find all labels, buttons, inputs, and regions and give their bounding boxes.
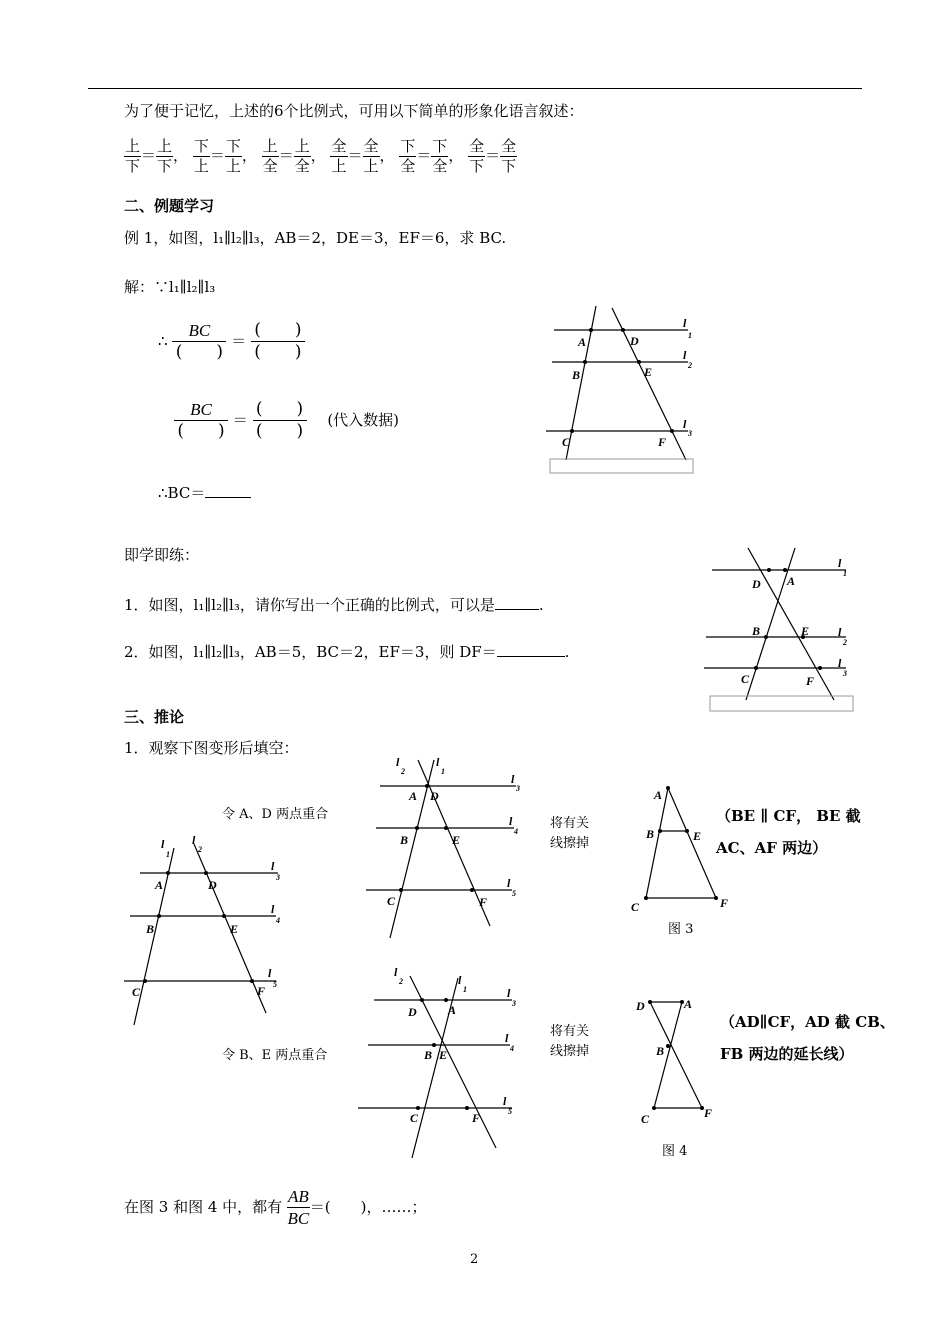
svg-text:1: 1 — [463, 985, 467, 994]
mnemonic-b-2: $\frac{\text{上}}{\text{全}}$ — [294, 137, 310, 175]
svg-text:D: D — [636, 999, 645, 1013]
svg-text:l: l — [436, 755, 440, 769]
figure-4-note: （AD∥CF，AD 截 CB、 FB 两边的延长线） — [720, 1013, 895, 1063]
svg-text:l: l — [505, 1031, 509, 1045]
blank-fraction-2: $\frac{( )}{( )}$ — [253, 399, 307, 443]
practice-q1-blank[interactable] — [495, 609, 539, 610]
corollary-q1: 1．观察下图变形后填空： — [124, 739, 299, 757]
svg-text:2: 2 — [688, 361, 692, 370]
svg-text:C: C — [741, 672, 750, 686]
svg-text:2: 2 — [198, 845, 202, 854]
svg-text:5: 5 — [273, 980, 277, 989]
figure-3-note: （BE ∥ CF， BE 截 AC、AF 两边） — [716, 807, 861, 857]
svg-text:l: l — [394, 965, 398, 979]
svg-text:l: l — [838, 656, 842, 670]
figure-base — [118, 830, 294, 1030]
svg-text:A: A — [654, 788, 663, 802]
practice-q2-blank[interactable] — [497, 656, 565, 657]
svg-text:l: l — [396, 755, 400, 769]
svg-text:4: 4 — [510, 1044, 514, 1053]
mnemonic-b-0: $\frac{\text{上}}{\text{下}}$ — [157, 137, 173, 175]
svg-text:E: E — [452, 833, 461, 847]
intro-text: 为了便于记忆，上述的6个比例式，可用以下简单的形象化语言叙述： — [124, 102, 584, 120]
proportion-1: ∴ $\frac{BC}{( )}$ ＝ $\frac{( )}{( )}$ — [158, 320, 305, 364]
mnemonic-b-1: $\frac{\text{下}}{\text{上}}$ — [225, 137, 241, 175]
svg-text:C: C — [132, 985, 141, 999]
bc-fraction-2: $\frac{BC}{( )}$ — [174, 399, 228, 443]
final-line: 在图 3 和图 4 中，都有 $\frac{AB}{BC}$ ＝( )，……； — [124, 1187, 427, 1229]
svg-text:l: l — [161, 837, 165, 851]
svg-text:l: l — [192, 833, 196, 847]
svg-text:C: C — [641, 1112, 650, 1126]
mnemonic-b-3: $\frac{\text{全}}{\text{上}}$ — [363, 137, 379, 175]
svg-text:A: A — [578, 335, 587, 349]
svg-text:l: l — [683, 348, 687, 362]
mnemonic-a-0: $\frac{\text{上}}{\text{下}}$ — [125, 137, 141, 175]
mnemonic-b-5: $\frac{\text{全}}{\text{下}}$ — [501, 137, 517, 175]
erase-note-1: 将有关 线擦掉 — [550, 816, 590, 851]
result-line: ∴BC＝ — [158, 482, 251, 503]
svg-text:l: l — [511, 772, 515, 786]
figure-4-caption: 图 4 — [662, 1144, 688, 1159]
mnemonic-a-5: $\frac{\text{全}}{\text{下}}$ — [469, 137, 485, 175]
svg-text:F: F — [704, 1106, 713, 1120]
svg-text:l: l — [838, 625, 842, 639]
page-number: 2 — [470, 1252, 479, 1267]
svg-text:D: D — [630, 334, 639, 348]
figure-1-caption-box — [550, 459, 693, 473]
svg-text:C: C — [631, 900, 640, 914]
mnemonic-a-3: $\frac{\text{全}}{\text{上}}$ — [331, 137, 347, 175]
header-rule — [88, 88, 862, 89]
svg-text:C: C — [387, 894, 396, 908]
svg-text:2: 2 — [399, 977, 403, 986]
mnemonic-b-4: $\frac{\text{下}}{\text{全}}$ — [432, 137, 448, 175]
bc-answer-blank[interactable] — [205, 497, 251, 498]
svg-text:5: 5 — [512, 889, 516, 898]
erase-note-2: 将有关 线擦掉 — [550, 1024, 590, 1059]
svg-text:l: l — [271, 902, 275, 916]
svg-text:C: C — [410, 1111, 419, 1125]
svg-text:3: 3 — [512, 999, 516, 1008]
svg-text:B: B — [752, 624, 761, 638]
svg-text:l: l — [271, 859, 275, 873]
svg-text:l: l — [509, 814, 513, 828]
svg-text:E: E — [230, 922, 239, 936]
overlap-be-note: 令 B、E 两点重合 — [222, 1048, 328, 1063]
svg-text:1: 1 — [843, 569, 847, 578]
svg-text:E: E — [439, 1048, 448, 1062]
svg-text:1: 1 — [166, 850, 170, 859]
practice-q2: 2．如图，l₁∥l₂∥l₃，AB＝5，BC＝2，EF＝3，则 DF＝ . — [124, 643, 570, 661]
svg-text:D: D — [408, 1005, 417, 1019]
mnemonic-a-4: $\frac{\text{下}}{\text{全}}$ — [400, 137, 416, 175]
svg-text:l: l — [683, 417, 687, 431]
svg-text:D: D — [752, 577, 761, 591]
proportion-2: $\frac{BC}{( )}$ ＝ $\frac{( )}{( )}$ (代入数据) — [174, 399, 399, 443]
svg-text:3: 3 — [276, 873, 280, 882]
bc-fraction-1: $\frac{BC}{( )}$ — [172, 320, 226, 364]
svg-text:C: C — [562, 435, 571, 449]
svg-text:2: 2 — [401, 767, 405, 776]
svg-text:1: 1 — [441, 767, 445, 776]
figure-example-1 — [540, 300, 710, 480]
svg-text:3: 3 — [516, 784, 520, 793]
svg-text:B: B — [146, 922, 155, 936]
svg-text:1: 1 — [688, 331, 692, 340]
svg-text:l: l — [683, 316, 687, 330]
svg-text:l: l — [458, 973, 462, 987]
svg-text:E: E — [644, 365, 653, 379]
practice-q1: 1．如图，l₁∥l₂∥l₃，请你写出一个正确的比例式，可以是 . — [124, 596, 544, 614]
example-1-text — [124, 227, 506, 248]
svg-text:B: B — [400, 833, 409, 847]
svg-text:4: 4 — [276, 916, 280, 925]
svg-text:2: 2 — [843, 638, 847, 647]
svg-text:A: A — [448, 1003, 457, 1017]
practice-title: 即学即练： — [124, 546, 200, 564]
svg-text:D: D — [208, 878, 217, 892]
svg-text:A: A — [684, 997, 693, 1011]
blank-fraction-1: $\frac{( )}{( )}$ — [251, 320, 305, 364]
svg-text:3: 3 — [843, 669, 847, 678]
mnemonic-row: $\frac{\text{上}}{\text{下}}$ ＝ $\frac{\text{上}}{\text{下}}$ ， $\frac{\text{下}}{\text{上}}$ ＝ $\frac{\text{下}}{\text{上}}$ ， $\frac{\text{上}}{\text{全}}$ ＝ $\frac{\text{上}}{\text{全}}$ ， $\frac{\text{全}}{\text{上}}$ ＝ $\frac{\text{全}}{\text{上}}$ ， $\frac{\text{下}}{\text{全}}$ ＝ $\frac{\text{下}}{\text{全}}$ ， $\frac{\text{全}}{\text{下}}$ ＝ $\frac{\text{全}}{\text{下}}$ — [125, 137, 517, 175]
example-1-label: 例 1 — [124, 229, 154, 247]
svg-text:E: E — [693, 829, 702, 843]
svg-text:5: 5 — [508, 1107, 512, 1116]
svg-text:A: A — [787, 574, 796, 588]
svg-text:4: 4 — [514, 827, 518, 836]
svg-text:l: l — [838, 556, 842, 570]
svg-text:A: A — [155, 878, 164, 892]
mnemonic-a-1: $\frac{\text{下}}{\text{上}}$ — [193, 137, 209, 175]
svg-text:F: F — [806, 674, 815, 688]
svg-text:F: F — [479, 895, 488, 909]
svg-text:F: F — [720, 896, 729, 910]
svg-text:B: B — [572, 368, 581, 382]
section-2-heading: 二、例题学习 — [124, 197, 215, 215]
svg-text:B: B — [424, 1048, 433, 1062]
svg-text:l: l — [503, 1094, 507, 1108]
svg-text:B: B — [656, 1044, 665, 1058]
example-1-statement: ，如图，l₁∥l₂∥l₃，AB＝2，DE＝3，EF＝6，求 BC. — [153, 229, 507, 247]
solution-start: 解：∵l₁∥l₂∥l₃ — [124, 278, 216, 296]
svg-text:D: D — [430, 789, 439, 803]
overlap-ad-note: 令 A、D 两点重合 — [222, 807, 329, 822]
mnemonic-a-2: $\frac{\text{上}}{\text{全}}$ — [262, 137, 278, 175]
svg-text:l: l — [268, 966, 272, 980]
section-3-heading: 三、推论 — [124, 708, 185, 726]
svg-text:3: 3 — [688, 429, 692, 438]
svg-text:F: F — [472, 1111, 481, 1125]
svg-text:F: F — [257, 984, 266, 998]
ab-bc-fraction: $\frac{AB}{BC}$ — [287, 1187, 310, 1229]
substitute-note: (代入数据) — [327, 410, 400, 429]
svg-text:l: l — [507, 986, 511, 1000]
svg-text:l: l — [507, 876, 511, 890]
svg-text:E: E — [801, 624, 810, 638]
figure-a-d-overlap — [360, 752, 540, 944]
figure-b-e-overlap — [352, 964, 538, 1164]
figure-practice — [700, 540, 870, 716]
svg-text:B: B — [646, 827, 655, 841]
svg-text:F: F — [658, 435, 667, 449]
svg-text:A: A — [409, 789, 418, 803]
figure-3-caption: 图 3 — [668, 922, 694, 937]
final-blank[interactable]: ＝( )，……； — [309, 1197, 427, 1216]
figure-4 — [634, 994, 718, 1126]
